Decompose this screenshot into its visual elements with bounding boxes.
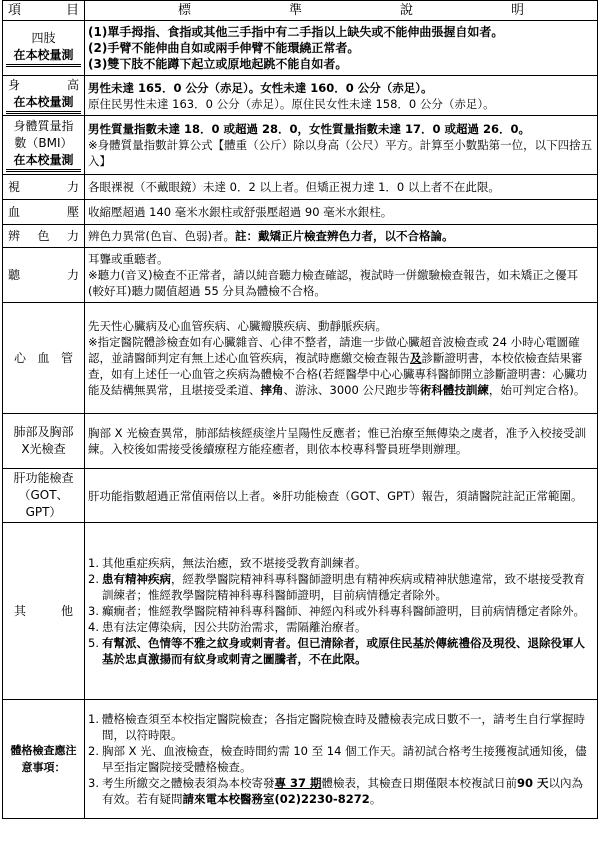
item-lung: 肺部及胸部 X光檢查 (3, 414, 85, 469)
std-height: 男性未達 165．0 公分（赤足）。女性未達 160．0 公分（赤足）。 原住民男性未達 163．0 公分（赤足）。原住民女性未達 158．0 公分（赤足）。 (85, 76, 598, 116)
row-color (3, 225, 598, 248)
other-item: 1. 其他重症疾病，無法治癒，致不堪接受教育訓練者。 (88, 556, 367, 570)
row-height (3, 76, 598, 116)
std-bp: 收縮壓超過 140 毫米水銀柱或舒張壓超過 90 毫米水銀柱。 (85, 200, 598, 225)
item-bp: 血 壓 (3, 200, 85, 225)
item-height: 身 高 在本校量測 (3, 76, 85, 116)
std-vision: 各眼裸視（不戴眼鏡）未達 0．2 以上者。但矯正視力達 1．0 以上者不在此限。 (85, 175, 598, 200)
row-bmi (3, 116, 598, 175)
item-cardio: 心 血 管 (3, 303, 85, 414)
row-notes (3, 700, 598, 819)
std-cardio: 先天性心臟病及心血管疾病、心臟瓣膜疾病、動靜脈疾病。 ※指定醫院體診檢查如有心臟雜音、心律不整者，請進一步做心臟超音波檢查或 24 小時心電圖確認，並請醫師判定有無上述心血管疾病，複試時應繳交檢查報告及診斷證明書，本校依檢查結果審查，如有上述任一心血管之疾病為體檢不合格(若經醫學中心心臟專科醫師開立診斷證明書：心臟功能及結構無異常，且堪接受柔道、摔角、游泳、3000 公尺跑步等術科體技訓練，始可判定合格)。 (85, 303, 598, 414)
std-other (85, 523, 598, 700)
item-liver: 肝功能檢查 （GOT、GPT） (3, 469, 85, 523)
row-limbs (3, 21, 598, 76)
note-2: 2. 胸部 X 光、血液檢查，檢查時間約需 10 至 14 個工作天。請初試合格考生接獲複試通知後，儘早至指定醫院接受體格檢查。 (88, 744, 587, 774)
row-cardio (3, 303, 598, 414)
other-item: 5. 有幫派、色情等不雅之紋身或刺青者。但已清除者，或原住民基於傳統禮俗及現役、退除役軍人基於忠貞激揚而有紋身或刺青之圖騰者，不在此限。 (88, 636, 585, 666)
std-lung: 胸部 X 光檢查異常，肺部結核經痰塗片呈陽性反應者；惟已治療至無傳染之虞者，准予入校接受訓練。入校後如需接受後續療程方能痊癒者，則依本校專科警員班學則辦理。 (85, 414, 598, 469)
item-bmi: 身體質量指 數（BMI） 在本校量測 (3, 116, 85, 175)
other-item: 4. 患有法定傳染病，因公共防治需求，需隔離治療者。 (88, 620, 367, 634)
header-row (3, 1, 598, 21)
std-bmi: 男性質量指數未達 18．0 或超過 28．0，女性質量指數未達 17．0 或超過 26．0。 ※身體質量指數計算公式【體重（公斤）除以身高（公尺）平方。計算至小數點第一位，以下四捨五入】 (85, 116, 598, 175)
row-hearing (3, 248, 598, 303)
std-color: 辨色力異常(色盲、色弱)者。註：戴矯正片檢查辨色力者，以不合格論。 (85, 225, 598, 248)
row-vision (3, 175, 598, 200)
other-item: 3. 癲癇者；惟經教學醫院精神科專科醫師、神經內科或外科專科醫師證明，目前病情穩定者除外。 (88, 604, 585, 618)
row-lung (3, 414, 598, 469)
std-limbs: (1)單手拇指、食指或其他三手指中有二手指以上缺失或不能伸曲張握自如者。 (2)手臂不能伸曲自如或兩手伸臂不能環繞正常者。 (3)雙下肢不能蹲下起立或原地起跳不能自如者。 (85, 21, 598, 76)
item-other: 其 他 (3, 523, 85, 700)
row-liver (3, 469, 598, 523)
std-liver: 肝功能指數超過正常值兩倍以上者。※肝功能檢查（GOT、GPT）報告，須請醫院註記正常範圍。 (85, 469, 598, 523)
item-color: 辨 色 力 (3, 225, 85, 248)
row-bp (3, 200, 598, 225)
std-notes (85, 700, 598, 819)
header-standard: 標 準 說 明 (85, 1, 598, 21)
note-3: 3. 考生所繳交之體檢表須為本校寄發專 37 期體檢表，其檢查日期僅限本校複試日前90 天以內為有效。若有疑問請來電本校醫務室(02)2230-8272。 (88, 776, 584, 806)
item-hearing: 聽 力 (3, 248, 85, 303)
note-1: 1. 體格檢查須至本校指定醫院檢查；各指定醫院檢查時及體檢表完成日數不一，請考生自行掌握時間，以符時限。 (88, 712, 585, 742)
item-limbs: 四肢 在本校量測 (3, 21, 85, 76)
header-item: 項 目 (3, 1, 85, 21)
other-item: 2. 患有精神疾病，經教學醫院精神科專科醫師證明患有精神疾病或精神狀態違常，致不堪接受教育訓練者；惟經教學醫院精神科專科醫師證明，目前病情穩定者除外。 (88, 572, 585, 602)
row-other (3, 523, 598, 700)
std-hearing: 耳聾或重聽者。 ※聽力(音叉)檢查不正常者，請以純音聽力檢查確認，複試時一併繳驗檢查報告，如未矯正之優耳(較好耳)聽力閾值超過 55 分貝為體檢不合格。 (85, 248, 598, 303)
item-vision: 視 力 (3, 175, 85, 200)
other-list (88, 555, 594, 667)
item-notes: 體格檢查應注 意事項： (3, 700, 85, 819)
